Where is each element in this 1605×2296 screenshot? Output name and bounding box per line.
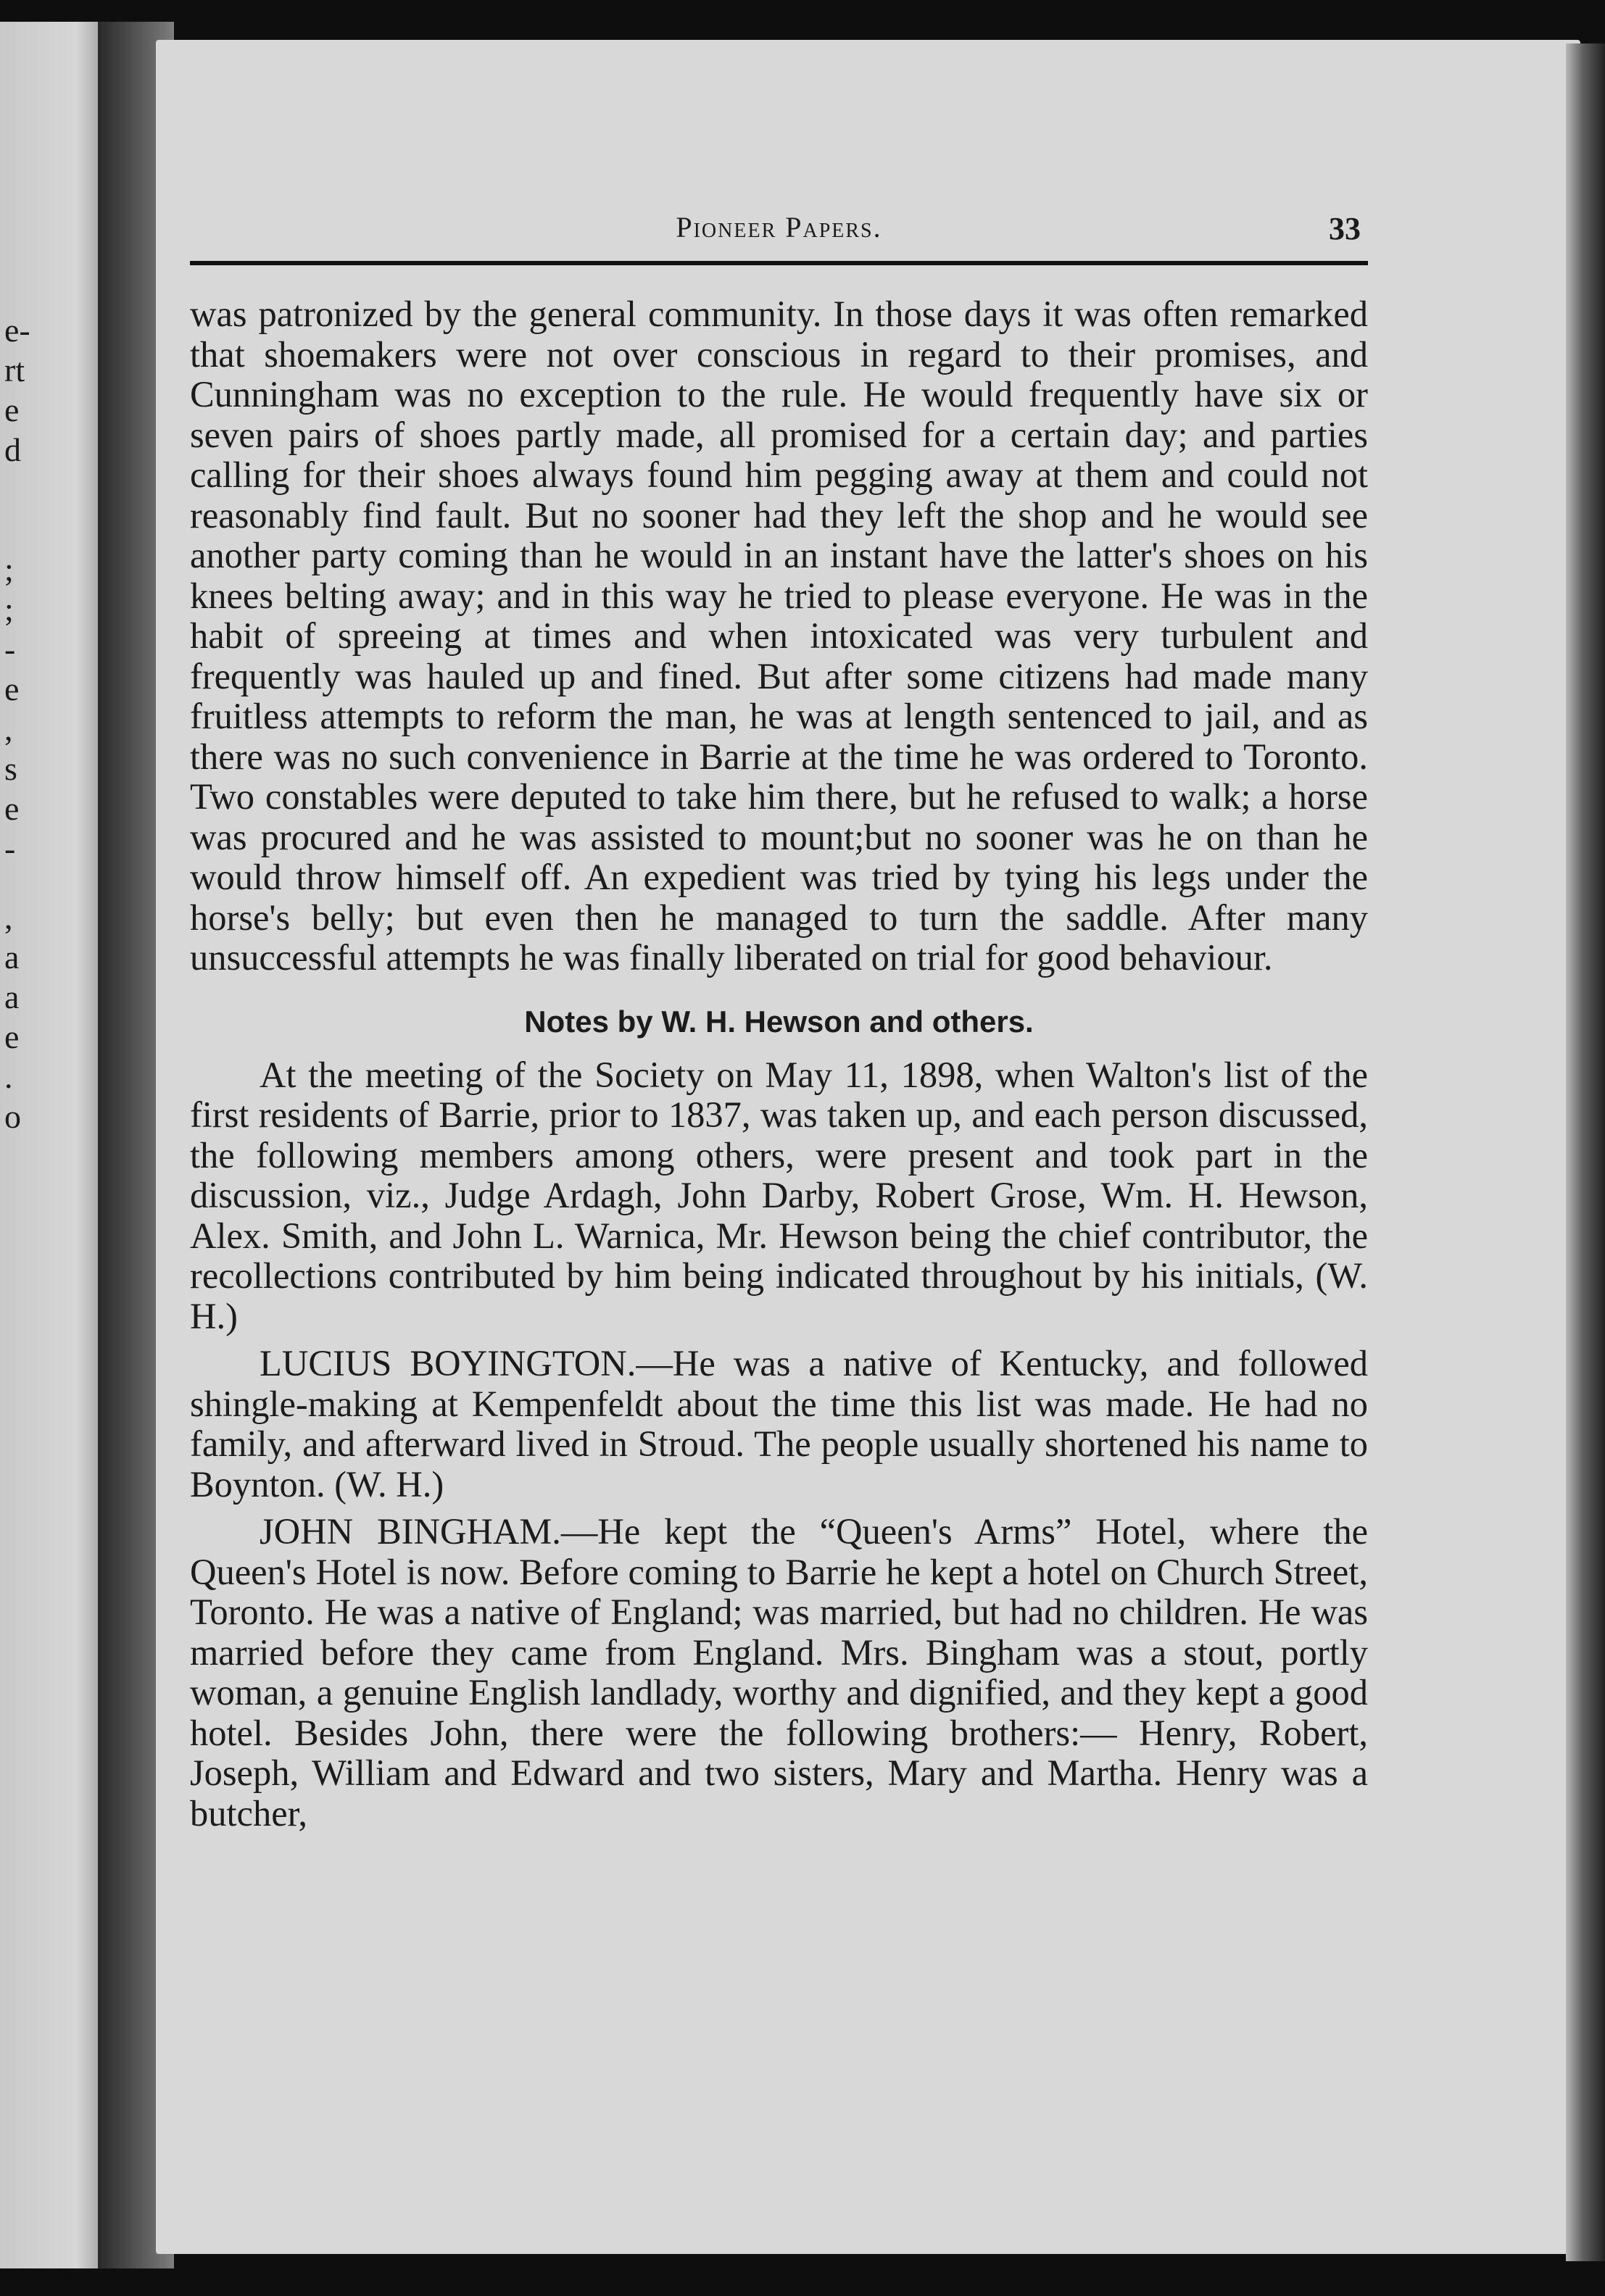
fragment: , [4,710,13,747]
page-number: 33 [1329,211,1361,246]
spacer [4,870,33,899]
page-edge-shadow [1566,43,1605,2261]
fragment: - [4,631,16,667]
fragment: e- [4,312,30,349]
fragment: a [4,978,20,1015]
facing-page [0,22,109,2268]
fragment: e [4,391,20,428]
paragraph: was patronized by the general community. In those days it was often remarked that shoemakers were not over conscious in regard to their promises, and Cunningham was no exception to the rule. He would frequently have six or seven pairs of shoes partly made, all promised for a certain day; and parties calling for their shoes always found him pegging away at them and could not reasonably find fault. But no sooner had they left the shop and he would see another party coming than he would in an instant have the latter's shoes on his knees belting away; and in this way he tried to please everyone. He was in the habit of spreeing at times and when intoxicated was very turbulent and frequently was hauled up and fined. But after some citizens had made many fruitless attempts to reform the man, he was at length sentenced to jail, and as there was no such convenience in Barrie at the time he was ordered to Toronto. Two constables were deputed to take him there, but he refused to walk; a horse was procured and he was assisted to mount;but no sooner was he on than he would throw himself off. An expedient was tried by tying his legs under the horse's belly; but even then he managed to turn the saddle. After many unsuccessful attempts he was finally liberated on trial for good behaviour. [190,294,1368,978]
fragment: d [4,431,21,468]
fragment: e [4,670,20,707]
fragment: - [4,830,16,867]
fragment: , [4,899,13,936]
fragment: s [4,750,17,787]
fragment: ; [4,551,14,588]
fragment: o [4,1098,21,1135]
fragment: rt [4,352,25,388]
page-content [190,210,1368,1834]
fragment: a [4,939,20,976]
paragraph: At the meeting of the Society on May 11, 1898, when Walton's list of the first residents of Barrie, prior to 1837, was taken up, and each person discussed, the following members among others, were present and took part in the discussion, viz., Judge Ardagh, John Darby, Robert Grose, Wm. H. Hewson, Alex. Smith, and John L. Warnica, Mr. Hewson being the chief contributor, the recollections contributed by him being indicated throughout by his initials, (W. H.) [190,1054,1368,1336]
spacer [4,471,33,551]
paragraph: JOHN BINGHAM.—He kept the “Queen's Arms” Hotel, where the Queen's Hotel is now. Before coming to Barrie he kept a hotel on Church Street, Toronto. He was a native of England; was married, but had no children. He was married before they came from England. Mrs. Bingham was a stout, portly woman, a genuine English landlady, worthy and dignified, and they kept a good hotel. Besides John, there were the following brothers:— Henry, Robert, Joseph, William and Edward and two sisters, Mary and Martha. Henry was a butcher, [190,1511,1368,1834]
running-title: Pioneer Papers. [676,211,882,244]
section-heading: Notes by W. H. Hewson and others. [524,1004,1034,1039]
body-text [190,294,1368,1834]
paragraph: LUCIUS BOYINGTON.—He was a native of Kentucky, and followed shingle-making at Kempenfeldt about the time this list was made. He had no family, and afterward lived in Stroud. The people usually shortened his name to Boynton. (W. H.) [190,1343,1368,1505]
fragment: e [4,790,20,827]
facing-page-text-fragments [4,312,33,1138]
fragment: e [4,1018,20,1055]
fragment: ; [4,591,14,628]
fragment: . [4,1058,13,1095]
running-head [190,210,1368,265]
